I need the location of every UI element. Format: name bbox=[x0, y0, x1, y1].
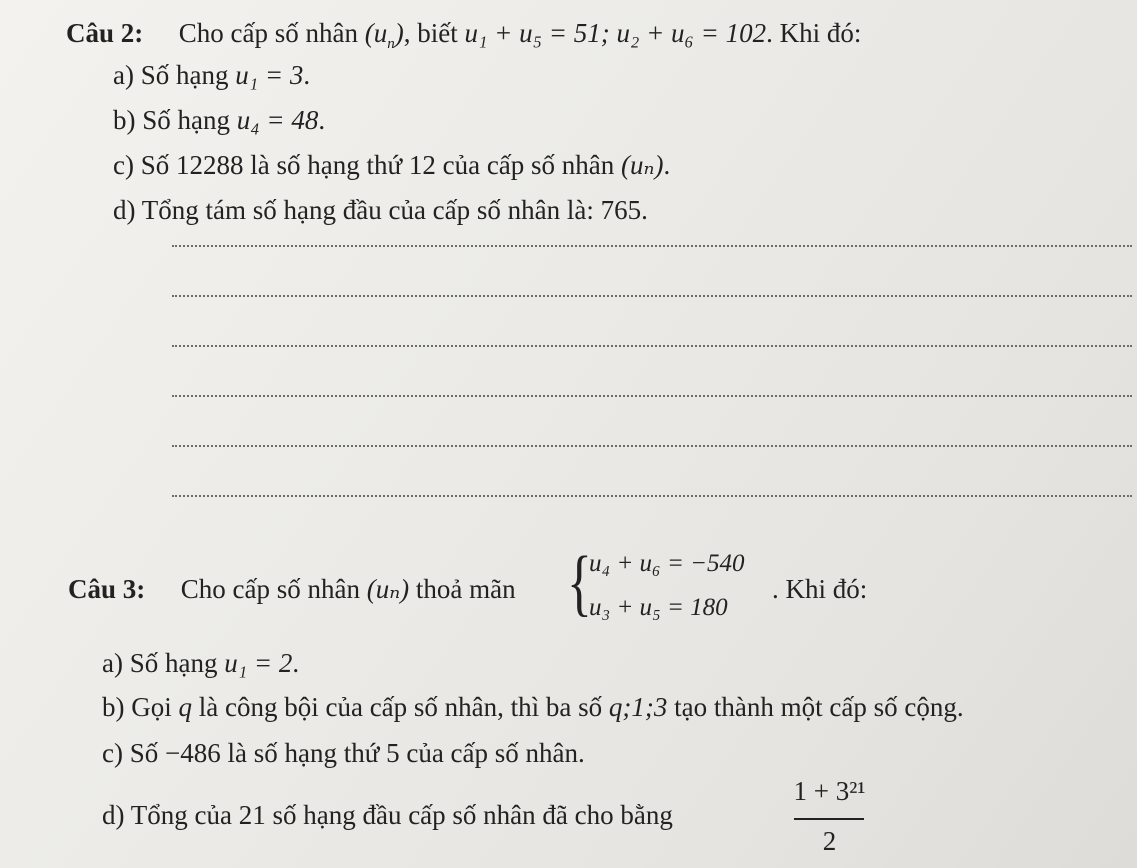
q3-d-fraction bbox=[792, 776, 867, 864]
fraction-numerator: 1 + 3²¹ bbox=[793, 776, 866, 806]
q2-intro bbox=[66, 18, 861, 53]
q2-item-c: c) Số 12288 là số hạng thứ 12 của cấp số nhân (uₙ). bbox=[113, 150, 671, 180]
q2-intro-pre: Cho cấp số nhân bbox=[178, 18, 358, 48]
q2-intro-post: . Khi đó: bbox=[766, 18, 862, 48]
q3-item-a: a) Số hạng u₁ = 2. bbox=[102, 648, 300, 678]
q2-item-d: d) Tổng tám số hạng đầu của cấp số nhân là: 765. bbox=[113, 195, 648, 225]
q3-item-d: d) Tổng của 21 số hạng đầu cấp số nhân đã cho bằng bbox=[102, 800, 673, 830]
q3-equation-system bbox=[567, 542, 777, 632]
q3-label: Câu 3: bbox=[68, 574, 146, 604]
fraction-denominator: 2 bbox=[822, 826, 837, 856]
q3-intro-post: . Khi đó: bbox=[772, 574, 868, 604]
q3-a-math: u₁ = 2 bbox=[224, 648, 293, 678]
q3-sequence: (uₙ) bbox=[366, 574, 410, 604]
q2-item-b: b) Số hạng u₄ = 48. bbox=[113, 105, 326, 135]
q3-item-b: b) Gọi q là công bội của cấp số nhân, thì ba số q;1;3 tạo thành một cấp số cộng. bbox=[102, 692, 964, 722]
answer-line bbox=[172, 495, 1132, 497]
q3-intro-left: Câu 3: Cho cấp số nhân (uₙ) thoả mãn bbox=[68, 574, 516, 604]
q3-item-c: c) Số −486 là số hạng thứ 5 của cấp số nhân. bbox=[102, 738, 585, 768]
answer-line bbox=[172, 245, 1132, 247]
q3-system-row-2: u₃ + u₅ = 180 bbox=[589, 594, 728, 621]
answer-line bbox=[172, 395, 1132, 397]
q2-a-math: u₁ = 3 bbox=[235, 60, 304, 90]
q2-condition: u₁ + u₅ = 51; u₂ + u₆ = 102 bbox=[464, 18, 767, 48]
q3-b-math: q;1;3 bbox=[608, 692, 668, 722]
q2-b-math: u₄ = 48 bbox=[236, 105, 319, 135]
q2-item-a: a) Số hạng u₁ = 3. bbox=[113, 60, 311, 90]
answer-line bbox=[172, 345, 1132, 347]
q3-b-q: q bbox=[178, 692, 192, 722]
answer-line bbox=[172, 445, 1132, 447]
q3-system-row-1: u₄ + u₆ = −540 bbox=[589, 550, 745, 577]
answer-line bbox=[172, 295, 1132, 297]
fraction-bar bbox=[794, 818, 864, 820]
q2-c-math: (uₙ) bbox=[621, 150, 664, 180]
q2-label: Câu 2: bbox=[66, 18, 144, 48]
curly-brace: { bbox=[567, 542, 592, 624]
q2-sequence: $(u_n)$ bbox=[364, 18, 404, 52]
q2-intro-mid: , biết bbox=[403, 18, 458, 48]
